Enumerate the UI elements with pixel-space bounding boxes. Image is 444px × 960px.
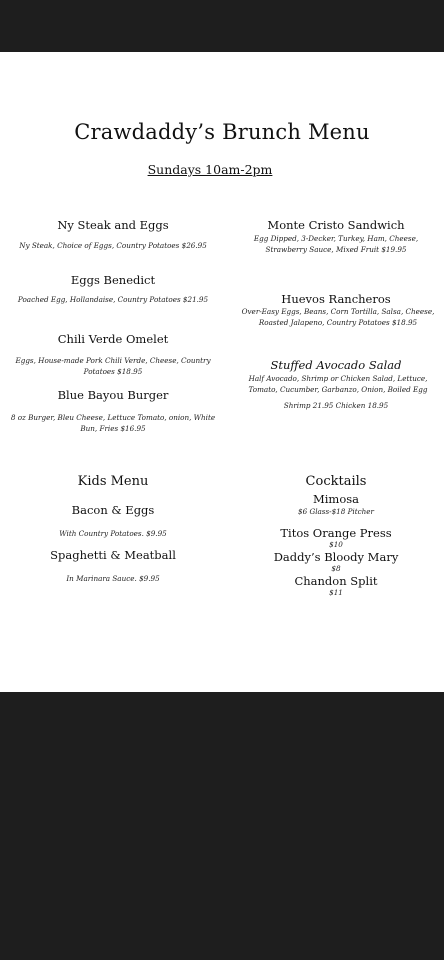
menu-page <box>0 52 444 692</box>
item-desc: Ny Steak, Choice of Eggs, Country Potatoes $26.95 <box>19 241 207 250</box>
item-desc: Poached Egg, Hollandaise, Country Potatoes $21.95 <box>17 295 209 304</box>
item-name: Chili Verde Omelet <box>57 332 169 346</box>
item-name: Mimosa <box>312 492 360 506</box>
item-price: Shrimp 21.95 Chicken 18.95 <box>283 401 389 410</box>
item-name: Chandon Split <box>294 574 378 588</box>
item-desc: In Marinara Sauce. $9.95 <box>66 574 160 583</box>
item-desc: Egg Dipped, 3-Decker, Turkey, Ham, Cheese, Strawberry Sauce, Mixed Fruit $19.95 <box>253 234 419 254</box>
item-name: Titos Orange Press <box>280 526 392 540</box>
item-name: Stuffed Avocado Salad <box>270 358 402 372</box>
item-name: Monte Cristo Sandwich <box>267 218 405 232</box>
item-desc: $8 <box>331 564 341 573</box>
menu-subtitle: Sundays 10am-2pm <box>147 162 273 177</box>
top-dark-border <box>0 0 444 52</box>
item-desc: $10 <box>329 540 343 549</box>
item-desc: With Country Potatoes. $9.95 <box>59 529 167 538</box>
item-name: Blue Bayou Burger <box>57 388 169 402</box>
kids-menu-heading: Kids Menu <box>77 474 149 489</box>
item-desc: Eggs, House-made Pork Chili Verde, Cheese, Country Potatoes $18.95 <box>15 356 211 376</box>
item-name: Bacon & Eggs <box>71 503 155 517</box>
item-desc: Over-Easy Eggs, Beans, Corn Tortilla, Salsa, Cheese, Roasted Jalapeno, Country Potatoes $18.95 <box>241 307 435 327</box>
item-name: Huevos Rancheros <box>281 292 391 306</box>
item-desc: $6 Glass-$18 Pitcher <box>298 507 374 516</box>
bottom-dark-border <box>0 692 444 960</box>
cocktails-heading: Cocktails <box>305 474 367 489</box>
item-name: Spaghetti & Meatball <box>50 548 176 562</box>
item-desc: Half Avocado, Shrimp or Chicken Salad, Lettuce, Tomato, Cucumber, Garbanzo, Onion, Boiled Egg <box>248 374 428 394</box>
item-name: Daddy’s Bloody Mary <box>273 550 399 564</box>
item-name: Eggs Benedict <box>70 273 156 287</box>
menu-title: Crawdaddy’s Brunch Menu <box>74 120 370 144</box>
item-name: Ny Steak and Eggs <box>57 218 169 232</box>
item-desc: $11 <box>329 588 343 597</box>
item-desc: 8 oz Burger, Bleu Cheese, Lettuce Tomato, onion, White Bun, Fries $16.95 <box>10 413 216 433</box>
